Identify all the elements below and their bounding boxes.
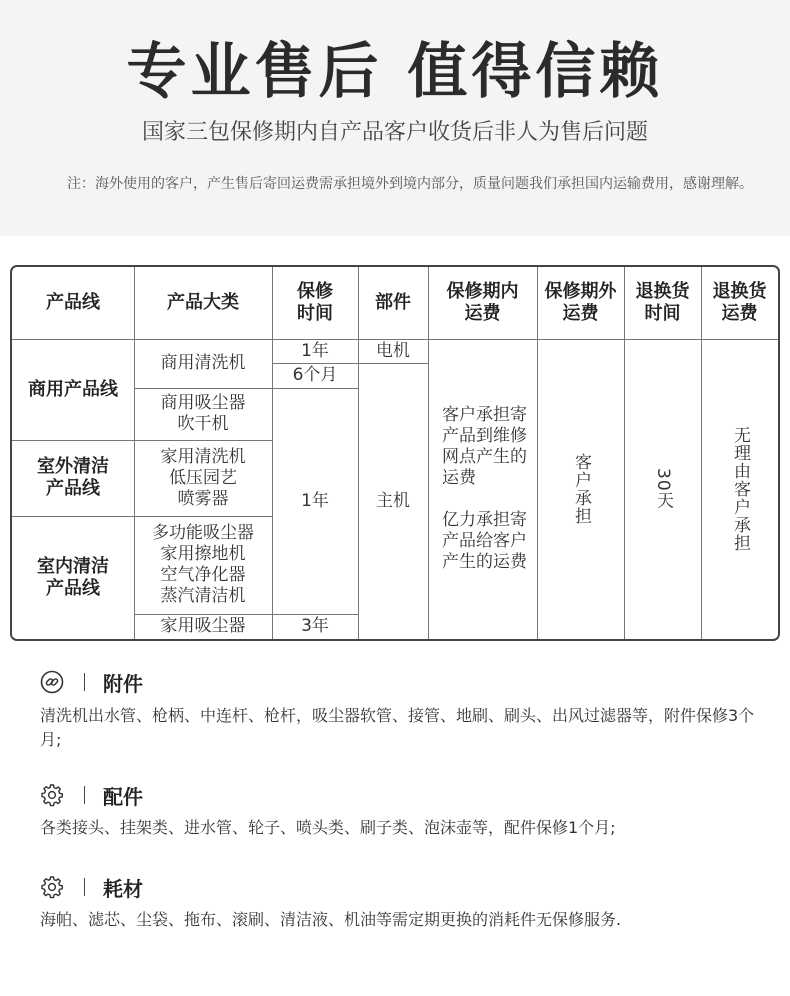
header-return-freight: 退换货 运费	[712, 281, 767, 324]
link-icon	[40, 670, 64, 694]
return-time: 30天	[653, 468, 673, 510]
section-accessories-text: 清洗机出水管、枪柄、中连杆、枪杆，吸尘器软管、接管、地刷、刷头、出风过滤器等，附件保修3个月;	[40, 706, 755, 749]
in-warranty-freight: 客户承担寄产品到维修网点产生的运费 亿力承担寄产品给客户产生的运费	[442, 405, 527, 572]
category-home-vacuum: 家用吸尘器	[160, 616, 246, 636]
header-category: 产品大类	[167, 292, 239, 313]
return-freight: 无理由客户承担	[730, 426, 750, 552]
part-main-unit: 主机	[376, 490, 410, 511]
category-commercial-vacuum: 商用吸尘器 吹干机	[160, 393, 246, 434]
header-in-warranty-freight: 保修期内 运费	[446, 281, 519, 324]
part-motor: 电机	[376, 340, 410, 361]
header-return-time: 退换货 时间	[635, 281, 690, 324]
section-divider	[84, 786, 85, 804]
section-consumables-label: 耗材	[103, 876, 143, 901]
group-indoor: 室内清洁 产品线	[37, 555, 109, 599]
page-subtitle: 国家三包保修期内自产品客户收货后非人为售后问题	[141, 120, 648, 145]
warranty-3y: 3年	[301, 616, 329, 636]
section-divider	[84, 673, 85, 691]
page-title: 专业售后 值得信赖	[126, 37, 664, 107]
section-divider	[84, 878, 85, 896]
warranty-1y: 1年	[301, 490, 329, 511]
gear-icon	[40, 875, 64, 899]
return-freight-cell	[701, 339, 778, 639]
category-commercial-washer: 商用清洗机	[160, 353, 246, 373]
gear-icon	[40, 783, 64, 807]
out-warranty-freight-cell	[537, 339, 624, 639]
warranty-table	[10, 265, 780, 641]
header-part: 部件	[375, 292, 411, 313]
section-parts-label: 配件	[103, 784, 143, 809]
warranty-motor-1y: 1年	[301, 340, 329, 361]
section-accessories-label: 附件	[103, 671, 143, 696]
shipping-note: 注：海外使用的客户，产生售后寄回运费需承担境外到境内部分，质量问题我们承担国内运输费用，感谢理解。	[67, 176, 753, 192]
section-accessories-title	[40, 668, 143, 696]
header-product-line: 产品线	[46, 292, 100, 313]
header-warranty-time: 保修 时间	[297, 281, 333, 324]
return-time-cell	[624, 339, 701, 639]
section-consumables-text: 海帕、滤芯、尘袋、拖布、滚刷、清洁液、机油等需定期更换的消耗件无保修服务.	[40, 910, 622, 929]
out-warranty-freight: 客户承担	[571, 453, 591, 525]
warranty-6m: 6个月	[292, 365, 338, 385]
group-commercial: 商用产品线	[28, 378, 118, 400]
section-parts-title	[40, 781, 143, 809]
section-parts-text: 各类接头、挂架类、进水管、轮子、喷头类、刷子类、泡沫壶等，配件保修1个月;	[40, 818, 616, 837]
section-consumables-title	[40, 873, 143, 901]
category-multi-vacuum: 多功能吸尘器 家用擦地机 空气净化器 蒸汽清洁机	[152, 523, 254, 606]
group-outdoor: 室外清洁 产品线	[37, 456, 109, 499]
header-out-warranty-freight: 保修期外 运费	[544, 281, 617, 324]
category-home-washer: 家用清洗机 低压园艺 喷雾器	[160, 446, 246, 509]
